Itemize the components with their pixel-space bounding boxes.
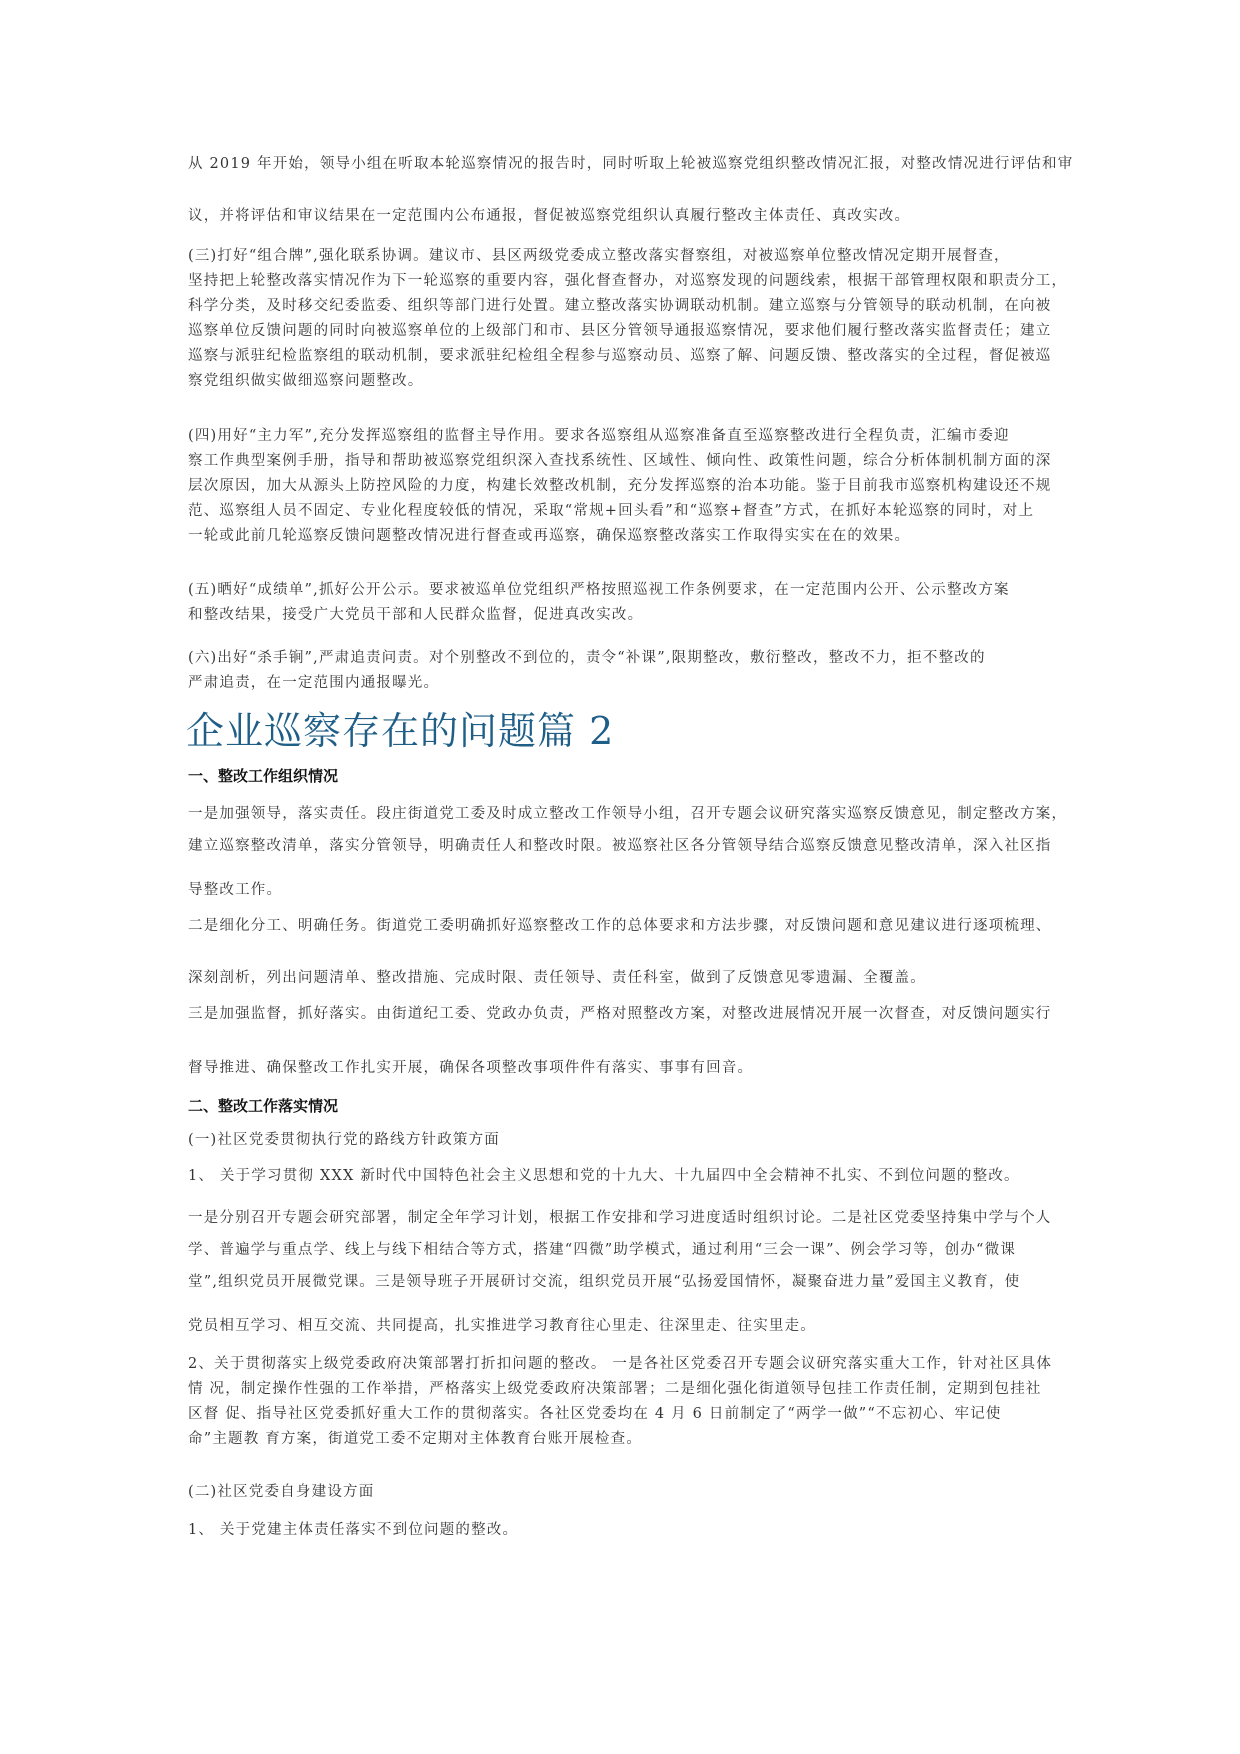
paragraph-line: 察工作典型案例手册，指导和帮助被巡察党组织深入查找系统性、区域性、倾向性、政策性问题，综合分析体制机制方面的深 — [188, 453, 1052, 469]
paragraph-accountability — [188, 646, 1056, 696]
paragraph-line: 层次原因，加大从源头上防控风险的力度，构建长效整改机制，充分发挥巡察的治本功能。鉴于目前我市巡察机构建设还不规 — [188, 478, 1052, 494]
paragraph-line: 区督 促、指导社区党委抓好重大工作的贯彻落实。各社区党委均在 4 月 6 日前制定了“两学一做”“不忘初心、牢记使 — [188, 1406, 1002, 1422]
paragraph-line: 和整改结果，接受广大党员干部和人民群众监督，促进真改实改。 — [188, 607, 644, 623]
list-item-implementation — [188, 1352, 1056, 1452]
paragraph-line: 巡察单位反馈问题的同时向被巡察单位的上级部门和市、县区分管领导通报巡察情况，要求他们履行整改落实监督责任；建立 — [188, 323, 1052, 339]
section-title: 企业巡察存在的问题篇 2 — [186, 709, 615, 753]
paragraph-line: (三)打好“组合牌”,强化联系协调。建议市、县区两级党委成立整改落实督察组，对被巡察单位整改情况定期开展督查， — [188, 248, 1010, 264]
paragraph-line: 范、巡察组人员不固定、专业化程度较低的情况，采取“常规+回头看”和“巡察+督查”方式，在抓好本轮巡察的同时，对上 — [188, 503, 1035, 519]
paragraph-line: 坚持把上轮整改落实情况作为下一轮巡察的重要内容，强化督查督办，对巡察发现的问题线索，根据干部管理权限和职责分工， — [188, 273, 1068, 289]
paragraph-line: 堂”,组织党员开展微党课。三是领导班子开展研讨交流，组织党员开展“弘扬爱国情怀，凝聚奋进力量”爱国主义教育，使 — [188, 1274, 1021, 1290]
paragraph-scorecard — [188, 578, 1056, 628]
paragraph-line: 建立巡察整改清单，落实分管领导，明确责任人和整改时限。被巡察社区各分管领导结合巡察反馈意见整改清单，深入社区指 — [188, 838, 1052, 854]
paragraph-line: 从 2019 年开始，领导小组在听取本轮巡察情况的报告时，同时听取上轮被巡察党组织整改情况汇报，对整改情况进行评估和审 — [188, 156, 1074, 172]
paragraph-line: 党员相互学习、相互交流、共同提高，扎实推进学习教育往心里走、往深里走、往实里走。 — [188, 1318, 816, 1334]
paragraph-line: 二是细化分工、明确任务。街道党工委明确抓好巡察整改工作的总体要求和方法步骤，对反馈问题和意见建议进行逐项梳理、 — [188, 918, 1052, 934]
paragraph-line: 科学分类，及时移交纪委监委、组织等部门进行处置。建立整改落实协调联动机制。建立巡察与分管领导的联动机制，在向被 — [188, 298, 1052, 314]
paragraph-line: 一是加强领导，落实责任。段庄街道党工委及时成立整改工作领导小组，召开专题会议研究落实巡察反馈意见，制定整改方案， — [188, 806, 1068, 822]
paragraph-line: 督导推进、确保整改工作扎实开展，确保各项整改事项件件有落实、事事有回音。 — [188, 1060, 754, 1076]
subsection-heading: (一)社区党委贯彻执行党的路线方针政策方面 — [188, 1132, 501, 1148]
list-item: 1、 关于学习贯彻 XXX 新时代中国特色社会主义思想和党的十九大、十九届四中全会精神不扎实、不到位问题的整改。 — [188, 1168, 1020, 1184]
paragraph-line: 三是加强监督，抓好落实。由街道纪工委、党政办负责，严格对照整改方案，对整改进展情况开展一次督查，对反馈问题实行 — [188, 1006, 1052, 1022]
paragraph-line: 察党组织做实做细巡察问题整改。 — [188, 373, 424, 389]
paragraph-line: 2、关于贯彻落实上级党委政府决策部署打折扣问题的整改。 一是各社区党委召开专题会议研究落实重大工作，针对社区具体 — [188, 1356, 1053, 1372]
list-item: 1、 关于党建主体责任落实不到位问题的整改。 — [188, 1522, 519, 1538]
paragraph-line: 命”主题教 育方案，街道党工委不定期对主体教育台账开展检查。 — [188, 1431, 643, 1447]
paragraph-line: 导整改工作。 — [188, 882, 283, 898]
paragraph-combination-card — [188, 244, 1068, 394]
section-heading: 二、整改工作落实情况 — [188, 1097, 339, 1115]
paragraph-line: 议，并将评估和审议结果在一定范围内公布通报，督促被巡察党组织认真履行整改主体责任、真改实改。 — [188, 208, 911, 224]
paragraph-line: (五)晒好“成绩单”,抓好公开公示。要求被巡单位党组织严格按照巡视工作条例要求，在一定范围内公开、公示整改方案 — [188, 582, 1010, 598]
paragraph-line: 深刻剖析，列出问题清单、整改措施、完成时限、责任领导、责任科室，做到了反馈意见零遗漏、全覆盖。 — [188, 970, 926, 986]
paragraph-line: 严肃追责，在一定范围内通报曝光。 — [188, 675, 440, 691]
paragraph-line: (六)出好“杀手锏”,严肃追责问责。对个别整改不到位的，责令“补课”,限期整改，敷衍整改，整改不力，拒不整改的 — [188, 650, 986, 666]
paragraph-line: (四)用好“主力军”,充分发挥巡察组的监督主导作用。要求各巡察组从巡察准备直至巡察整改进行全程负责，汇编市委迎 — [188, 428, 1010, 444]
paragraph-line: 一是分别召开专题会研究部署，制定全年学习计划，根据工作安排和学习进度适时组织讨论。二是社区党委坚持集中学与个人 — [188, 1210, 1052, 1226]
paragraph-line: 一轮或此前几轮巡察反馈问题整改情况进行督查或再巡察，确保巡察整改落实工作取得实实在在的效果。 — [188, 528, 911, 544]
paragraph-line: 情 况，制定操作性强的工作举措，严格落实上级党委政府决策部署；二是细化强化街道领导包挂工作责任制，定期到包挂社 — [188, 1381, 1042, 1397]
paragraph-line: 巡察与派驻纪检监察组的联动机制，要求派驻纪检组全程参与巡察动员、巡察了解、问题反馈、整改落实的全过程，督促被巡 — [188, 348, 1052, 364]
section-heading: 一、整改工作组织情况 — [188, 767, 339, 785]
paragraph-main-force — [188, 424, 1056, 549]
paragraph-line: 学、普遍学与重点学、线上与线下相结合等方式，搭建“四微”助学模式，通过利用“三会一课”、例会学习等，创办“微课 — [188, 1242, 1017, 1258]
subsection-heading: (二)社区党委自身建设方面 — [188, 1484, 375, 1500]
